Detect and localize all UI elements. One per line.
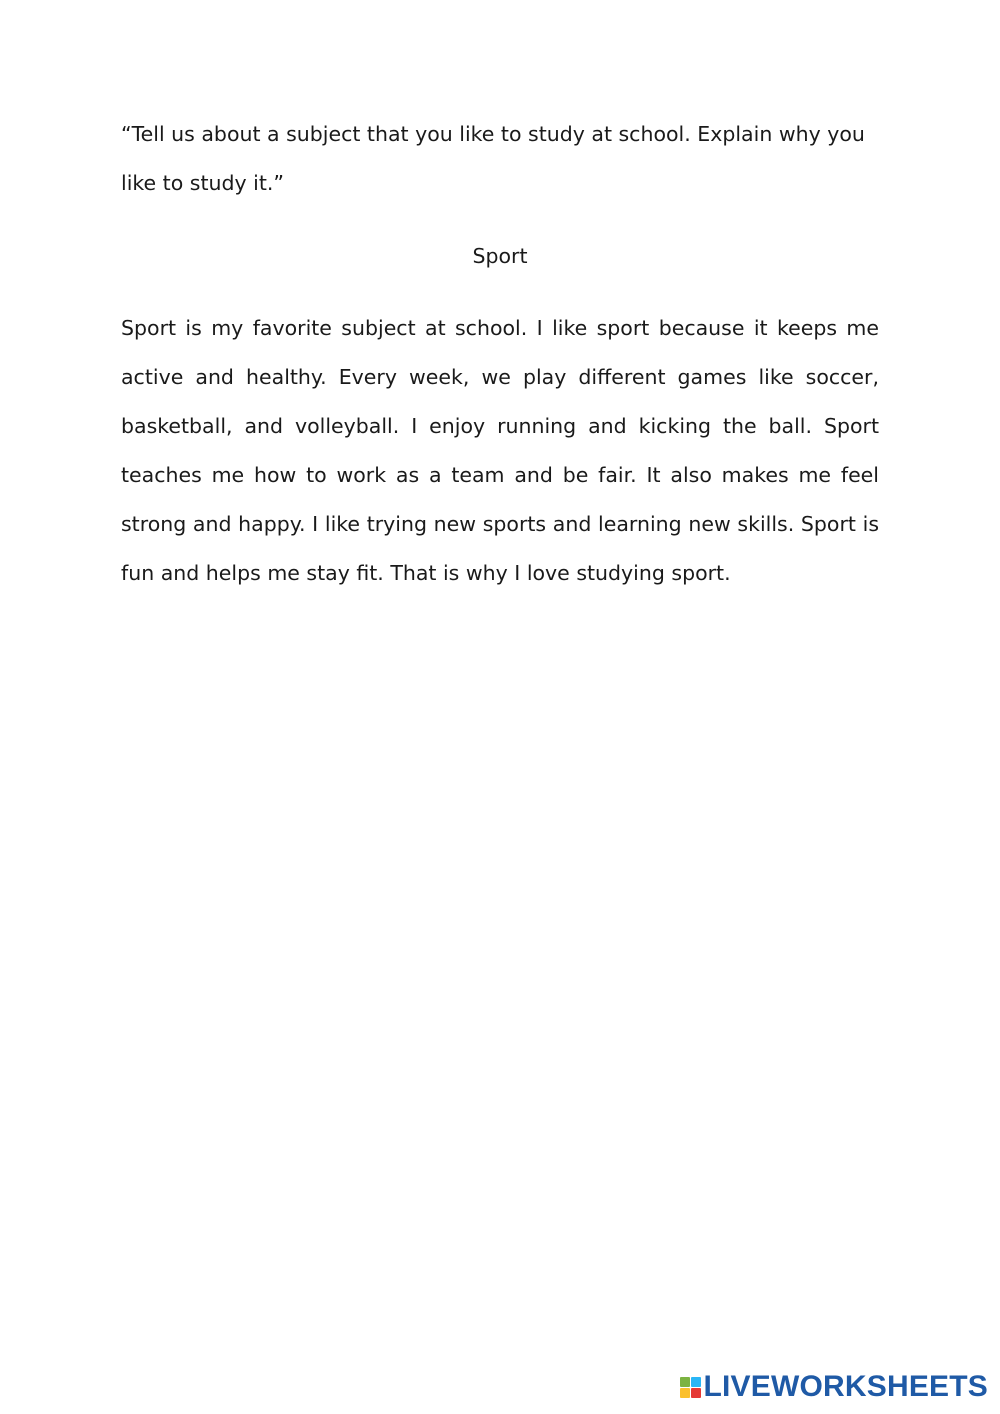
logo-square-blue: [691, 1377, 701, 1387]
logo-square-yellow: [680, 1388, 690, 1398]
writing-prompt: “Tell us about a subject that you like to study at school. Explain why you like to study it.”: [121, 122, 865, 195]
liveworksheets-logo[interactable]: [680, 1370, 989, 1404]
logo-square-green: [680, 1377, 690, 1387]
essay-title: Sport: [472, 244, 528, 268]
logo-text: LIVEWORKSHEETS: [703, 1370, 988, 1403]
liveworksheets-logo-icon: [680, 1377, 701, 1398]
essay-body: Sport is my favorite subject at school. I like sport because it keeps me active and healthy. Every week, we play different games like soccer, basketball, and volleyball. I enjoy running and kicking the ball. Sport teaches me how to work as a team and be fair. It also makes me feel strong and happy. I like trying new sports and learning new skills. Sport is fun and helps me stay fit. That is why I love studying sport.: [121, 316, 879, 585]
logo-square-red: [691, 1388, 701, 1398]
